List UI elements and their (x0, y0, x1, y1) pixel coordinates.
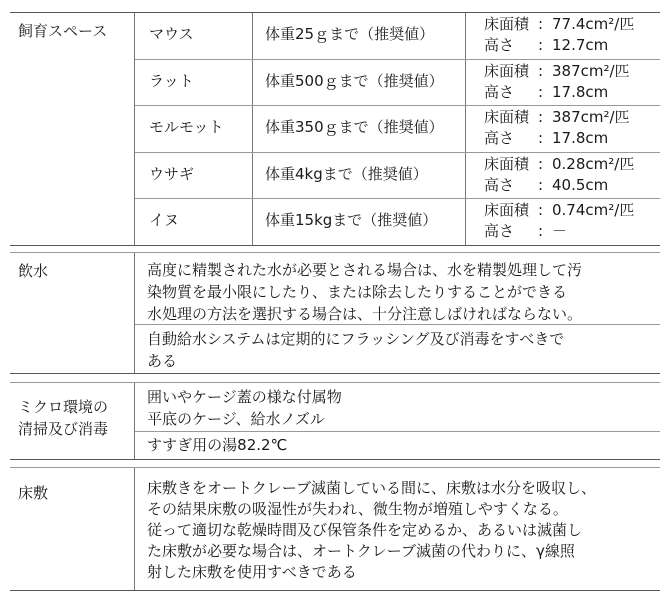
floor-area-label: 床面積 (484, 61, 530, 80)
table-row (135, 59, 660, 106)
weight-limit: 体重350ｇまで（推奨値） (253, 106, 466, 152)
height-value: 17.8cm (552, 82, 609, 101)
micro-environment-body (135, 383, 660, 459)
floor-area-value: 0.74cm²/匹 (552, 201, 635, 220)
accessories-text: 囲いやケージ蓋の様な付属物 平底のケージ、給水ノズル (147, 388, 342, 428)
water-flushing-text: 自動給水システムは定期的にフラッシング及び消毒をすべきで ある (135, 324, 660, 375)
table-row (135, 198, 660, 245)
bedding-body (135, 468, 660, 590)
weight-limit: 体重15kgまで（推奨値） (253, 199, 466, 245)
drinking-water-body (135, 253, 660, 373)
height-label: 高さ (484, 175, 515, 194)
height-label: 高さ (484, 222, 515, 241)
micro-environment-table (10, 382, 660, 460)
housing-space-table (10, 12, 660, 246)
drinking-water-header: 飲水 (10, 253, 135, 373)
space-spec: 床面積 : 0.74cm²/匹 高さ : － (484, 201, 635, 241)
weight-limit: 体重500ｇまで（推奨値） (253, 60, 466, 106)
floor-area-value: 387cm²/匹 (552, 61, 630, 80)
space-spec: 床面積 : 387cm²/匹 高さ : 17.8cm (484, 61, 630, 101)
animal-name: モルモット (135, 106, 253, 152)
floor-area-label: 床面積 (484, 201, 530, 220)
floor-area-label: 床面積 (484, 108, 530, 127)
bedding-text: 床敷きをオートクレーブ滅菌している間に、床敷は水分を吸収し、 その結果床敷の吸湿性が失われ、微生物が増殖しやすくなる。 従って適切な乾燥時間及び保管条件を定めるか、あるいは滅菌し た床敷が必要な場合は、オートクレーブ滅菌の代わりに、γ線照 射した床敷を使用すべきである (147, 479, 596, 581)
micro-environment-header: ミクロ環境の 清掃及び消毒 (10, 383, 135, 459)
floor-area-value: 0.28cm²/匹 (552, 154, 635, 173)
bedding-header: 床敷 (10, 468, 135, 590)
weight-limit: 体重25ｇまで（推奨値） (253, 13, 466, 59)
height-value: 17.8cm (552, 129, 609, 148)
height-label: 高さ (484, 129, 515, 148)
floor-area-label: 床面積 (484, 15, 530, 33)
height-value: 12.7cm (552, 36, 609, 54)
table-row (135, 152, 660, 199)
weight-limit: 体重4kgまで（推奨値） (253, 153, 466, 199)
floor-area-value: 387cm²/匹 (552, 108, 630, 127)
height-label: 高さ (484, 82, 515, 101)
animal-name: ウサギ (135, 153, 253, 199)
animal-name: ラット (135, 60, 253, 106)
space-spec: 床面積 : 387cm²/匹 高さ : 17.8cm (484, 108, 630, 148)
table-row (135, 13, 660, 59)
drinking-water-table (10, 252, 660, 374)
space-spec: 床面積 : 0.28cm²/匹 高さ : 40.5cm (484, 154, 635, 194)
space-spec: 床面積 : 77.4cm²/匹 高さ : 12.7cm (484, 15, 635, 54)
floor-area-value: 77.4cm²/匹 (552, 15, 635, 33)
bedding-table (10, 467, 660, 591)
height-label: 高さ (484, 36, 515, 54)
animal-name: イヌ (135, 199, 253, 245)
rinse-water-text: すすぎ用の湯82.2℃ (135, 431, 660, 459)
housing-space-rows (135, 13, 660, 245)
height-value: － (552, 222, 568, 241)
height-value: 40.5cm (552, 175, 609, 194)
housing-space-header: 飼育スペース (10, 13, 135, 245)
floor-area-label: 床面積 (484, 154, 530, 173)
animal-name: マウス (135, 13, 253, 59)
table-row (135, 105, 660, 152)
water-purification-text: 高度に精製された水が必要とされる場合は、水を精製処理して汚 染物質を最小限にしたり、または除去したりすることができる 水処理の方法を選択する場合は、十分注意しばければならない。 (147, 261, 583, 323)
